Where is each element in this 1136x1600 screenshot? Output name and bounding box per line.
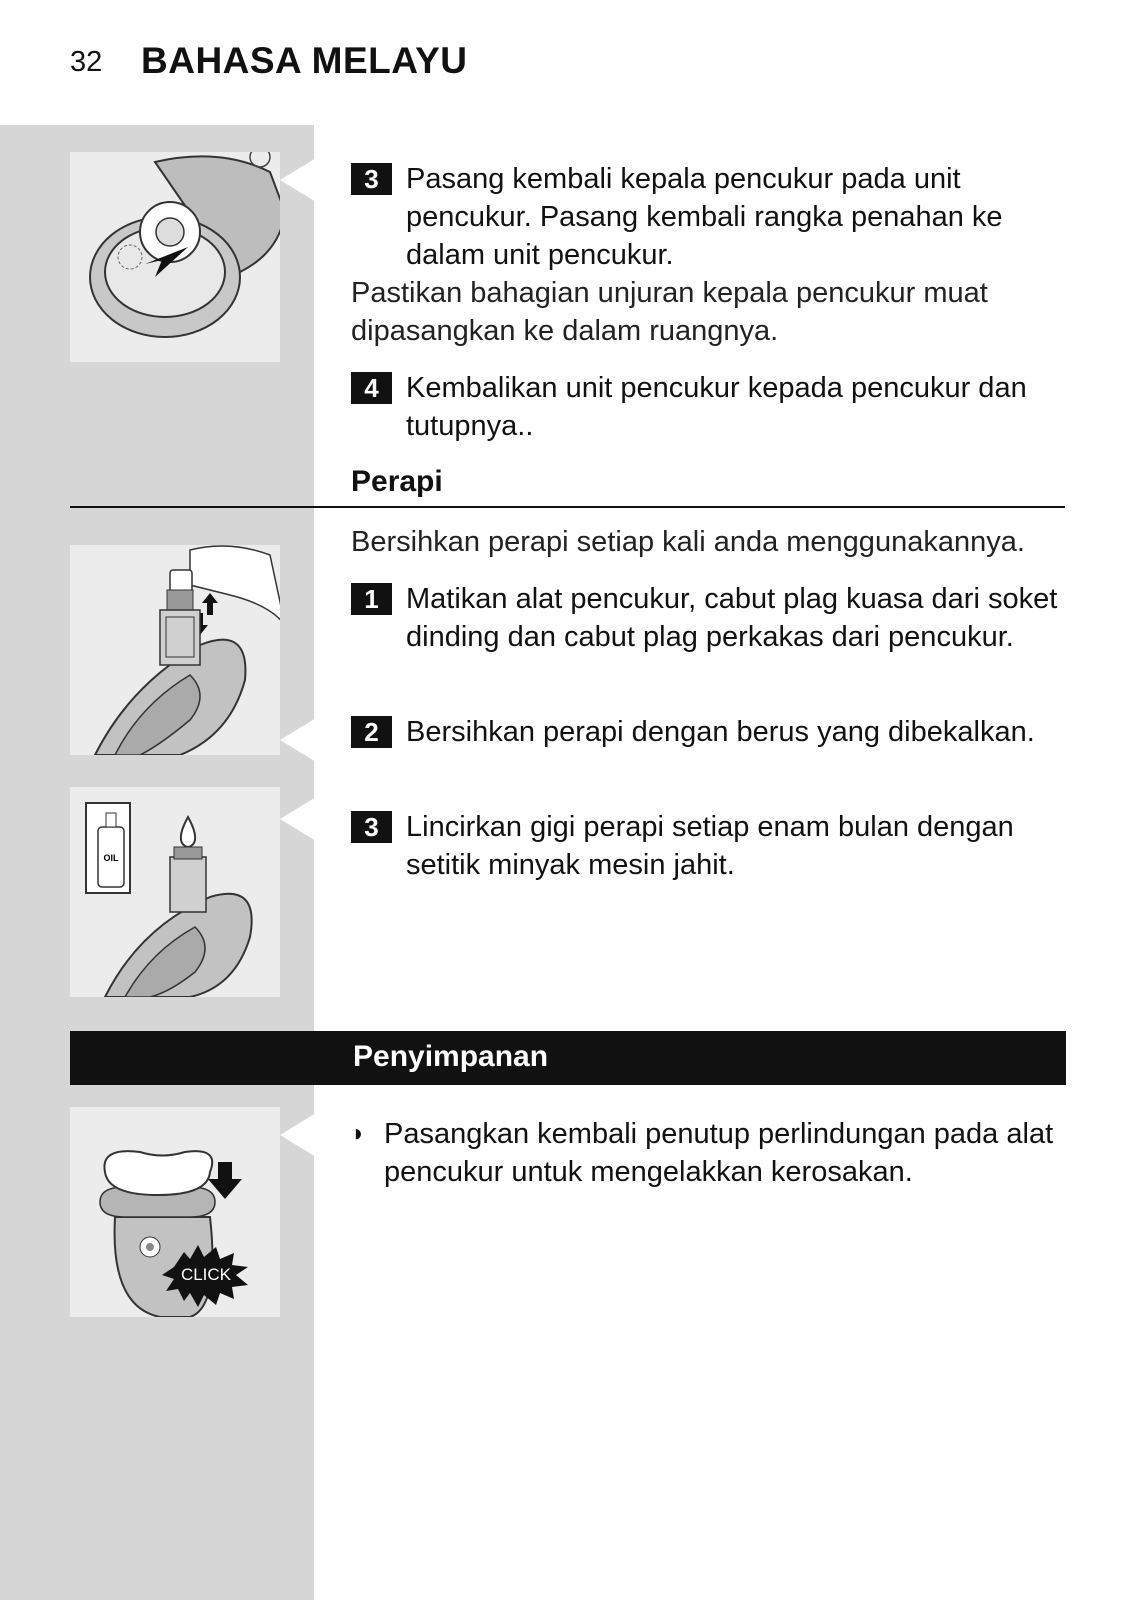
click-label: CLICK	[180, 1265, 232, 1284]
step-3-reassemble	[351, 160, 1071, 274]
perapi-step-3	[351, 808, 1071, 884]
step-text: Matikan alat pencukur, cabut plag kuasa dari soket dinding dan cabut plag perkakas dari pencukur.	[406, 583, 1058, 653]
illustration-reassemble-head	[70, 152, 280, 362]
oil-label: OIL	[103, 853, 119, 863]
penyimpanan-bullet	[351, 1115, 1071, 1191]
penyimpanan-heading: Penyimpanan	[353, 1040, 549, 1073]
illustration-oil-trimmer	[70, 787, 280, 997]
illustration-pointer	[280, 797, 316, 841]
perapi-heading: Perapi	[351, 465, 443, 498]
step-number: 1	[351, 583, 392, 615]
step-text: Kembalikan unit pencukur kepada pencukur dan tutupnya..	[406, 372, 1027, 442]
step-text: Pasang kembali kepala pencukur pada unit pencukur. Pasang kembali rangka penahan ke dalam unit pencukur.	[406, 163, 1003, 271]
section-divider	[70, 506, 1065, 508]
step-text: Bersihkan perapi dengan berus yang dibekalkan.	[406, 716, 1035, 748]
perapi-step-1	[351, 580, 1071, 656]
perapi-step-2	[351, 713, 1071, 751]
step-number: 3	[351, 163, 392, 195]
illustration-brush-trimmer	[70, 545, 280, 755]
step-4-return-unit	[351, 369, 1071, 445]
step-3-note: Pastikan bahagian unjuran kepala pencukur muat dipasangkan ke dalam ruangnya.	[351, 277, 988, 347]
perapi-intro: Bersihkan perapi setiap kali anda menggunakannya.	[351, 526, 1025, 558]
page-number: 32	[70, 46, 103, 78]
step-number: 3	[351, 811, 392, 843]
step-number: 2	[351, 716, 392, 748]
bullet-arrow-icon: ◗	[351, 1120, 366, 1147]
illustration-pointer	[280, 718, 316, 762]
illustration-protection-cap	[70, 1107, 280, 1317]
page-title: BAHASA MELAYU	[141, 40, 468, 81]
penyimpanan-section-header	[70, 1031, 1066, 1085]
step-text: Lincirkan gigi perapi setiap enam bulan dengan setitik minyak mesin jahit.	[406, 811, 1014, 881]
illustration-pointer	[280, 158, 316, 202]
bullet-text: Pasangkan kembali penutup perlindungan pada alat pencukur untuk mengelakkan kerosakan.	[384, 1118, 1054, 1188]
illustration-pointer	[280, 1113, 316, 1157]
step-number: 4	[351, 372, 392, 404]
